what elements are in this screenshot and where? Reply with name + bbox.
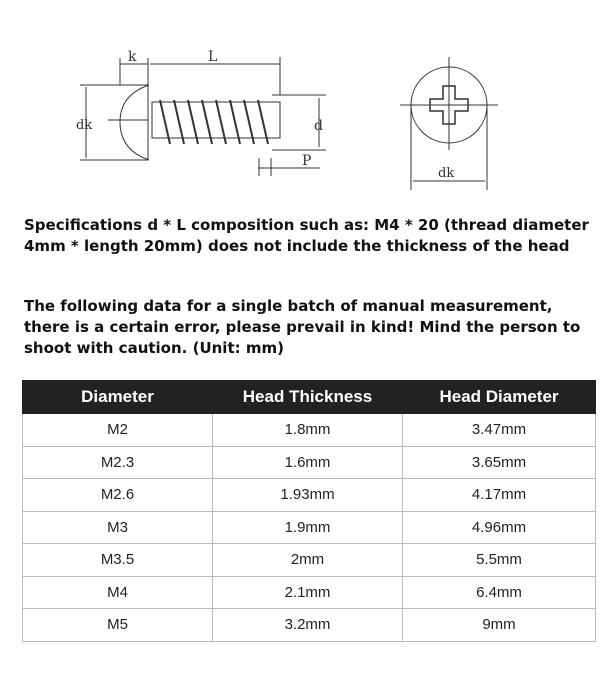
cell-head-diameter: 3.65mm bbox=[403, 446, 596, 479]
cell-head-diameter: 4.17mm bbox=[403, 479, 596, 512]
cell-diameter: M5 bbox=[23, 609, 213, 642]
cell-diameter: M3 bbox=[23, 511, 213, 544]
table-row bbox=[23, 414, 596, 447]
cell-head-thickness: 3.2mm bbox=[213, 609, 403, 642]
cell-head-thickness: 2.1mm bbox=[213, 576, 403, 609]
cell-head-diameter: 3.47mm bbox=[403, 414, 596, 447]
table-row bbox=[23, 446, 596, 479]
cell-head-diameter: 4.96mm bbox=[403, 511, 596, 544]
label-d: d bbox=[314, 118, 323, 134]
spec-table bbox=[22, 380, 596, 642]
measurement-note: The following data for a single batch of manual measurement, there is a certain error, please prevail in kind! Mind the person to shoot with caution. (Unit: mm) bbox=[24, 297, 581, 357]
cell-head-diameter: 5.5mm bbox=[403, 544, 596, 577]
cell-head-diameter: 9mm bbox=[403, 609, 596, 642]
screw-side-view bbox=[80, 57, 326, 176]
cell-diameter: M2.6 bbox=[23, 479, 213, 512]
label-dk-top: dk bbox=[438, 166, 455, 181]
label-P: P bbox=[302, 153, 312, 169]
table-header-row bbox=[23, 381, 596, 414]
cell-head-diameter: 6.4mm bbox=[403, 576, 596, 609]
cell-diameter: M2 bbox=[23, 414, 213, 447]
cell-head-thickness: 2mm bbox=[213, 544, 403, 577]
cell-diameter: M4 bbox=[23, 576, 213, 609]
table-row bbox=[23, 609, 596, 642]
cell-diameter: M3.5 bbox=[23, 544, 213, 577]
screw-dimension-diagram bbox=[0, 0, 611, 200]
label-L: L bbox=[208, 49, 218, 65]
cell-head-thickness: 1.8mm bbox=[213, 414, 403, 447]
spec-description: Specifications d * L composition such as: M4 * 20 (thread diameter 4mm * length 20mm) does not include the thickness of the head bbox=[24, 216, 589, 255]
label-k: k bbox=[128, 49, 137, 65]
cell-head-thickness: 1.6mm bbox=[213, 446, 403, 479]
cell-head-thickness: 1.9mm bbox=[213, 511, 403, 544]
table-row bbox=[23, 479, 596, 512]
table-row bbox=[23, 511, 596, 544]
table-row bbox=[23, 576, 596, 609]
header-head-thickness: Head Thickness bbox=[213, 381, 403, 414]
table-row bbox=[23, 544, 596, 577]
cell-diameter: M2.3 bbox=[23, 446, 213, 479]
label-dk-side: dk bbox=[76, 118, 93, 133]
header-diameter: Diameter bbox=[23, 381, 213, 414]
cell-head-thickness: 1.93mm bbox=[213, 479, 403, 512]
header-head-diameter: Head Diameter bbox=[403, 381, 596, 414]
